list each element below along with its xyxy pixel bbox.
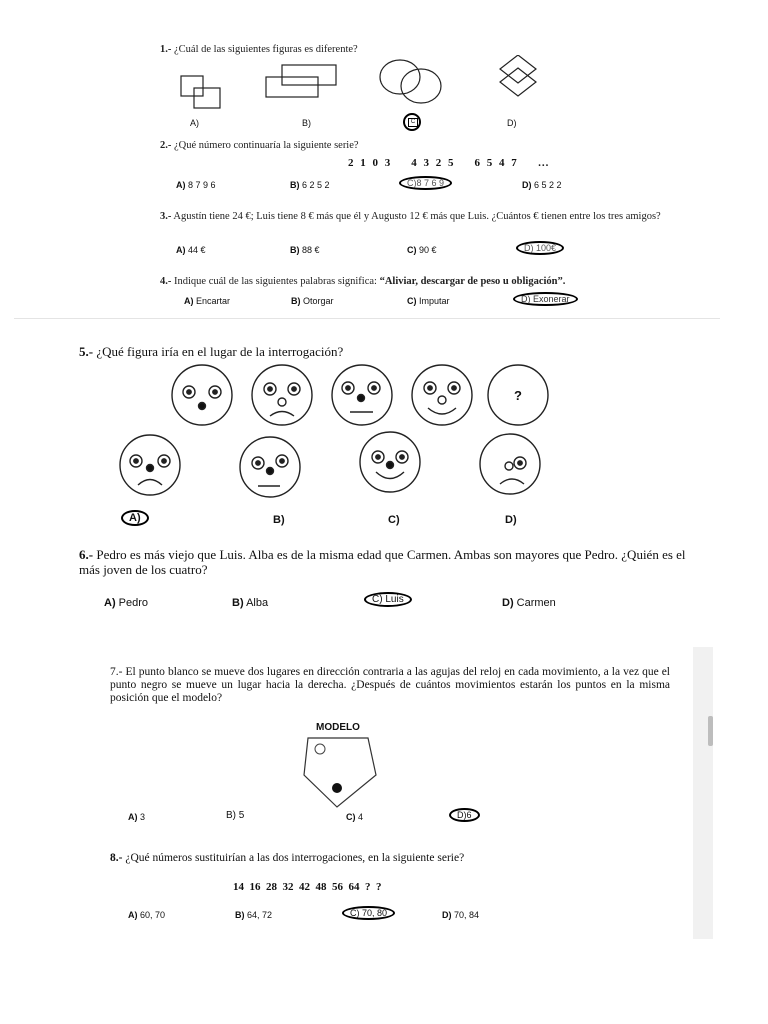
q4-option-a[interactable] — [184, 296, 230, 306]
q8-option-b-value: 64, 72 — [247, 910, 273, 920]
q7-number: 7.- — [110, 666, 123, 678]
q4-option-a-letter: A) — [184, 296, 194, 306]
q2-option-d-value: 6 5 2 2 — [534, 180, 562, 190]
face-option-d — [480, 434, 540, 494]
q8-option-c-letter: C) — [350, 908, 360, 918]
q3-option-b[interactable] — [290, 245, 320, 255]
q6-option-b-letter: B) — [232, 597, 244, 609]
q3-number: 3.- — [160, 211, 172, 222]
face-top-3 — [332, 365, 392, 425]
q7-option-a-value: 3 — [140, 812, 146, 822]
q8-series: 14 16 28 32 42 48 56 64 ? ? — [233, 881, 382, 893]
q2-option-d[interactable] — [522, 180, 562, 190]
q8-prompt — [110, 852, 464, 865]
q4-quote: “Aliviar, descargar de peso u obligación”. — [379, 276, 566, 287]
q5-option-b[interactable]: B) — [273, 514, 285, 526]
white-dot — [315, 744, 325, 754]
q6-option-a-letter: A) — [104, 597, 116, 609]
q3-option-b-value: 88 € — [302, 245, 320, 255]
face-top-1 — [172, 365, 232, 425]
q3-text: Agustín tiene 24 €; Luis tiene 8 € más que él y Augusto 12 € más que Luis. ¿Cuántos € tienen entre los tres amigos? — [173, 211, 661, 222]
q1-figures — [170, 55, 570, 115]
q7-model-label: MODELO — [316, 722, 360, 733]
q4-option-b-letter: B) — [291, 296, 301, 306]
q2-option-c-letter: C) — [407, 178, 417, 188]
q7-option-b[interactable] — [226, 810, 244, 821]
q1-answer-circle[interactable] — [403, 113, 421, 131]
q8-option-a-value: 60, 70 — [140, 910, 166, 920]
q2-option-d-letter: D) — [522, 180, 532, 190]
q2-option-b-letter: B) — [290, 180, 300, 190]
q7-option-c-value: 4 — [358, 812, 364, 822]
q2-text: ¿Qué número continuaría la siguiente serie? — [174, 140, 359, 151]
q4-option-b[interactable] — [291, 296, 334, 306]
q2-option-a-letter: A) — [176, 180, 186, 190]
face-option-c — [360, 432, 420, 492]
figure-b-overlapping-rectangles — [266, 65, 336, 97]
q1-label-b[interactable]: B) — [302, 118, 311, 128]
q1-text: ¿Cuál de las siguientes figuras es diferente? — [174, 44, 358, 55]
q5-option-a-selected[interactable]: A) — [121, 510, 149, 526]
q7-prompt — [110, 666, 670, 705]
q2-option-c-value: 8 7 6 9 — [416, 178, 445, 188]
face-top-5-question — [488, 365, 548, 425]
q4-option-c-letter: C) — [407, 296, 417, 306]
q2-option-a[interactable] — [176, 180, 216, 190]
q6-text: Pedro es más viejo que Luis. Alba es de la misma edad que Carmen. Ambas son mayores que Pedro. ¿Quién es el más joven de los cuatro? — [79, 547, 686, 577]
q6-option-d-letter: D) — [502, 597, 514, 609]
q3-option-d-value: 100€ — [536, 243, 557, 253]
q4-option-d-letter: D) — [521, 294, 531, 304]
q1-label-c: C — [408, 118, 418, 127]
q7-option-b-value: 5 — [238, 810, 245, 821]
q2-option-b[interactable] — [290, 180, 330, 190]
q2-number: 2.- — [160, 140, 172, 151]
q8-option-b[interactable] — [235, 910, 272, 920]
q8-option-d-value: 70, 84 — [454, 910, 480, 920]
q3-option-c[interactable] — [407, 245, 437, 255]
q4-number: 4.- — [160, 276, 172, 287]
q5-option-c[interactable]: C) — [388, 514, 400, 526]
q8-number: 8.- — [110, 852, 123, 864]
q5-option-d[interactable]: D) — [505, 514, 517, 526]
q3-option-d-selected[interactable] — [516, 241, 564, 255]
figure-a-overlapping-squares — [181, 76, 220, 108]
q8-option-c-value: 70, 80 — [362, 908, 388, 918]
q6-number: 6.- — [79, 547, 94, 562]
q5-text: ¿Qué figura iría en el lugar de la interrogación? — [96, 344, 344, 359]
q7-option-a-letter: A) — [128, 812, 138, 822]
q6-option-c-selected[interactable] — [364, 592, 412, 607]
face-option-b — [240, 437, 300, 497]
q2-option-b-value: 6 2 5 2 — [302, 180, 330, 190]
q2-option-a-value: 8 7 9 6 — [188, 180, 216, 190]
q3-prompt — [160, 211, 705, 223]
section-divider — [14, 318, 720, 319]
q7-option-c-letter: C) — [346, 812, 356, 822]
face-option-a — [120, 435, 180, 495]
q8-option-d-letter: D) — [442, 910, 452, 920]
q3-option-c-value: 90 € — [419, 245, 437, 255]
q7-option-b-letter: B) — [226, 810, 236, 821]
q6-option-d[interactable] — [502, 597, 556, 609]
q2-series: 2 1 0 3 4 3 2 5 6 5 4 7 … — [348, 157, 551, 169]
q7-option-c[interactable] — [346, 812, 363, 822]
q4-option-d-selected[interactable] — [513, 292, 578, 306]
q7-option-d-value: 6 — [466, 810, 472, 820]
q1-label-d[interactable]: D) — [507, 118, 517, 128]
q6-option-b-value: Alba — [246, 597, 269, 609]
scrollbar-thumb[interactable] — [708, 716, 713, 746]
q6-option-d-value: Carmen — [516, 597, 556, 609]
q5-prompt — [79, 344, 343, 359]
q7-option-d-letter: D) — [457, 810, 467, 820]
q2-prompt — [160, 140, 359, 152]
q6-option-b[interactable] — [232, 597, 268, 609]
q7-option-a[interactable] — [128, 812, 145, 822]
q6-option-a[interactable] — [104, 597, 148, 609]
q7-text: El punto blanco se mueve dos lugares en dirección contraria a las agujas del reloj en cada movimiento, a la vez que el punto negro se mueve un lugar hacia la derecha. ¿Después de cuántos movimientos estarán los puntos en la misma posición que el modelo? — [110, 666, 670, 704]
q4-option-a-value: Encartar — [196, 296, 231, 306]
q6-prompt — [79, 547, 709, 577]
q3-option-d-letter: D) — [524, 243, 534, 253]
q6-option-c-letter: C) — [372, 594, 383, 605]
q8-option-a[interactable] — [128, 910, 165, 920]
figure-c-overlapping-circles — [380, 60, 441, 103]
q6-option-a-value: Pedro — [118, 597, 149, 609]
face-top-4 — [412, 365, 472, 425]
q4-option-c[interactable] — [407, 296, 450, 306]
q3-option-a[interactable] — [176, 245, 206, 255]
q6-option-c-value: Luis — [385, 594, 404, 605]
q8-option-c-selected[interactable] — [342, 906, 395, 920]
q5-number: 5.- — [79, 344, 94, 359]
q3-option-a-letter: A) — [176, 245, 186, 255]
q4-prompt — [160, 276, 565, 288]
q4-option-c-value: Imputar — [419, 296, 450, 306]
q8-option-d[interactable] — [442, 910, 479, 920]
q4-text: Indique cuál de las siguientes palabras significa: — [174, 276, 380, 287]
q4-option-d-value: Exonerar — [533, 294, 570, 304]
q8-text: ¿Qué números sustituirían a las dos interrogaciones, en la siguiente serie? — [125, 852, 465, 864]
q1-number: 1.- — [160, 44, 172, 55]
q3-option-c-letter: C) — [407, 245, 417, 255]
q3-option-a-value: 44 € — [188, 245, 206, 255]
q7-model-pentagon — [300, 735, 380, 811]
figure-d-overlapping-diamonds — [500, 55, 536, 96]
q3-option-b-letter: B) — [290, 245, 300, 255]
q8-option-a-letter: A) — [128, 910, 138, 920]
q1-label-a[interactable]: A) — [190, 118, 199, 128]
scrollbar-track[interactable] — [693, 647, 713, 939]
q8-option-b-letter: B) — [235, 910, 245, 920]
black-dot — [332, 783, 342, 793]
q7-option-d-selected[interactable] — [449, 808, 480, 822]
question-mark: ? — [514, 388, 522, 403]
q4-option-b-value: Otorgar — [303, 296, 334, 306]
q2-option-c-selected[interactable] — [399, 176, 452, 190]
q5-faces — [110, 362, 570, 532]
face-top-2 — [252, 365, 312, 425]
